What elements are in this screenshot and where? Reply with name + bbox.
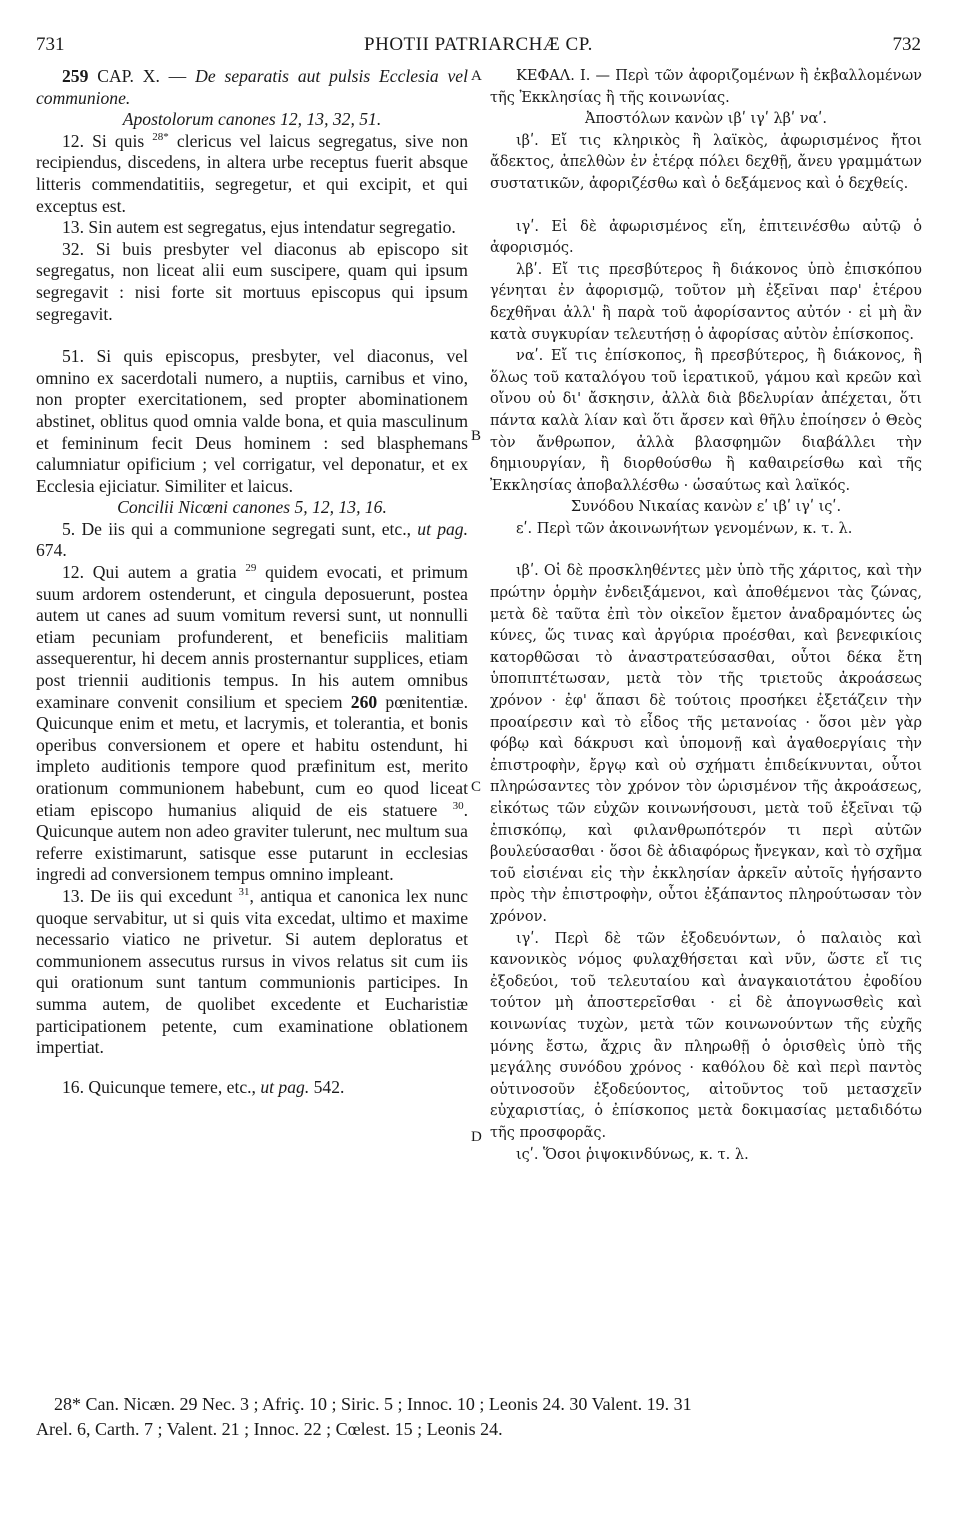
margin-letter-a: A	[471, 68, 482, 84]
latin-nicene-12: 12. Qui autem a gratia $^{29}$ quidem evocati, et primum suum ardorem ostenderunt, et cingula deposuerunt, postea autem ut canes ad suum vomitum reversi sunt, ut nonnulli etiam pecuniam profunderent, et beneficiis malitiam assequerentur, hi decem annis prosternantur supplices, etiam post triennii auditionis tempus. In his autem omnibus examinare convenit consilium et speciem 260 pœnitentiæ. Quicunque enim et metu, et lacrymis, et tolerantia, et bonis operibus conversionem et opere et habitu ostendunt, hi impleto auditionis tempore quod præfinitum est, merito orationum communionem habebunt, cum eo quod liceat etiam episcopo humanius aliquid de eis statuere $^{30}$. Quicunque autem non adeo graviter tulerunt, nec multum sua referre existimarunt, satisque esse putarunt in ecclesias ingredi ad conversionem tempus omnino impleant.	[36, 562, 468, 885]
latin-nicene-13: 13. De iis qui excedunt $^{31}$, antiqua et canonica lex nunc quoque servabitur, ut si quis vita excedat, ultimo et maxime necessario viatico ne privetur. Si autem deploratus et communionem assecutus rursus in vivos relatus sit cum iis qui orationum sunt tantum communionis participes. In summa autem, de quolibet excedente et Eucharistiæ participationem petente, cum examinatione oblationem impertiat.	[36, 885, 468, 1058]
greek-canon-13: ιγʹ. Εἰ δὲ ἀφωρισμένος εἴη, ἐπιτεινέσθω αὐτῷ ὁ ἀφορισμός.	[490, 218, 922, 257]
latin-canon-32: 32. Si buis presbyter vel diaconus ab episcopo sit segregatus, non liceat alii eum suscipere, quam qui ipsum segregavit : nisi forte sit mortuus episcopus qui ipsum segregavit.	[36, 238, 468, 324]
margin-letter-c: C	[471, 779, 482, 795]
right-page-number: 732	[892, 34, 921, 55]
margin-letter-b: B	[471, 428, 482, 444]
running-title: PHOTII PATRIARCHÆ CP.	[364, 34, 593, 55]
footnote-ref-28: 28*	[152, 130, 169, 143]
greek-column	[490, 66, 922, 1166]
latin-canon-13: 13. Sin autem est segregatus, ejus intendatur segregatio.	[62, 217, 456, 238]
greek-nicene-12: ιβʹ. Οἱ δὲ προσκληθέντες μὲν ὑπὸ τῆς χάριτος, καὶ τὴν πρώτην ὁρμὴν ἐνδειξάμενοι, καὶ ἀποθέμενοι τὰς ζώνας, μετὰ δὲ ταῦτα ἐπὶ τὸν οἰκεῖον ἔμετον ἀναδραμόντες ὡς κύνες, ὥς τινας καὶ ἀργύρια προέσθαι, καὶ βενεφικίοις κατορθῶσαι τὸ ἀναστρατεύσασθαι, οὗτοι δέκα ἔτη ὑποπιπτέτωσαν, μετὰ τὸν τῆς τριετοῦς ἀκροάσεως χρόνον · ἐφ' ἅπασι δὲ τούτοις προσήκει ἐξετάζειν τὴν προαίρεσιν καὶ τὸ εἶδος τῆς μετανοίας · ὅσοι μὲν γὰρ φόβῳ καὶ δάκρυσι καὶ ὑπομονῇ καὶ ἀγαθοεργίαις τὴν ἐπιστροφὴν, ἔργῳ καὶ οὐ σχήματι ἐπιδείκνυνται, οὗτοι πληρώσαντες τὸν χρόνον τὸν ὡρισμένον τῆς ἀκροάσεως, εἰκότως τῶν εὐχῶν κοινωνήσουσι, μετὰ τοῦ ἐξεῖναι τῷ ἐπισκόπῳ, καὶ φιλανθρωπότερόν τι περὶ αὐτῶν βουλεύσασθαι · ὅσοι δὲ ἀδιαφόρως ἤνεγκαν, καὶ τὸ σχῆμα τοῦ εἰσιέναι εἰς τὴν ἐκκλησίαν ἀρκεῖν αὐτοῖς ἡγήσαντο πρὸς τὴν ἐπιστροφὴν, οὗτοι ἐξάπαντος πληρούτωσαν τὸν χρόνον.	[490, 563, 922, 925]
greek-nicene-5: εʹ. Περὶ τῶν ἀκοινωνήτων γενομένων, κ. τ. λ.	[516, 520, 853, 537]
greek-canon-32: λβʹ. Εἴ τις πρεσβύτερος ἢ διάκονος ὑπὸ ἐπισκόπου γένηται ἐν ἀφορισμῷ, τοῦτον μὴ ἐξεῖναι παρ' ἑτέρου δεχθῆναι ἀλλ' ἢ παρὰ τοῦ ἀφορίσαντος αὐτόν · εἰ μὴ ἂν κατὰ συγκυρίαν τελευτήσῃ ὁ ἀφορίσας αὐτὸν ἐπίσκοπος.	[490, 261, 922, 343]
latin-nicene-16: 16. Quicunque temere, etc., ut pag. 542.	[62, 1076, 345, 1097]
chapter-heading-greek: ΚΕΦΑΛ. Ι. — Περὶ τῶν ἀφοριζομένων ἢ ἐκβαλλομένων τῆς Ἐκκλησίας ἢ τῆς κοινωνίας.	[490, 68, 922, 106]
latin-canon-51: 51. Si quis episcopus, presbyter, vel diaconus, vel omnino ex sacerdotali numero, a nuptiis, carnibus et vino, non propter exercitationem, sed propter abominationem abstinet, oblitus quod omnia valde bona, et quia masculinum et femininum fecit Deus hominem : sed blasphemans calumniatur opificium ; vel corrigatur, vel deponatur, et ex Ecclesia ejiciatur. Similiter et laicus.	[36, 346, 468, 496]
nicene-canons-heading: Concilii Nicœni canones 5, 12, 13, 16.	[117, 497, 387, 518]
greek-nicene-heading: Συνόδου Νικαίας κανὼν εʹ ιβʹ ιγʹ ιςʹ.	[570, 499, 842, 516]
latin-nicene-5: 5. De iis qui a communione segregati sunt, etc., ut pag. 674.	[36, 518, 469, 561]
apostolic-canons-heading: Apostolorum canones 12, 13, 32, 51.	[122, 109, 382, 130]
greek-apostolic-heading: Ἀποστόλων κανὼν ιβʹ ιγʹ λβʹ ναʹ.	[585, 111, 827, 128]
column-number-260: 260	[350, 691, 378, 712]
footnote-line-2: Arel. 6, Carth. 7 ; Valent. 21 ; Innoc. 22 ; Cœlest. 15 ; Leonis 24.	[36, 1419, 503, 1439]
greek-canon-51: ναʹ. Εἴ τις ἐπίσκοπος, ἢ πρεσβύτερος, ἢ διάκονος, ἢ ὅλως τοῦ καταλόγου τοῦ ἱερατικοῦ, γάμου καὶ κρεῶν καὶ οἴνου οὐ δι' ἄσκησιν, ἀλλὰ διὰ βδελυρίαν ἀπέχεται, ὅτι πάντα καλὰ λίαν καὶ ὅτι ἄρσεν καὶ θῆλυ ἐποίησεν ὁ Θεὸς τὸν ἄνθρωπον, ἀλλὰ βλασφημῶν διαβάλλει τὴν δημιουργίαν, ἢ διορθούσθω ἢ καθαιρείσθω καὶ τῆς Ἐκκλησίας ἀποβαλλέσθω · ὡσαύτως καὶ λαϊκός.	[490, 348, 922, 494]
chapter-heading-latin: 259 CAP. X. — De separatis aut pulsis Ecclesia vel communione.	[36, 66, 468, 108]
footnote-ref-29: 29	[245, 562, 257, 575]
footnote-line-1: 28* Can. Nicæn. 29 Nec. 3 ; Afriç. 10 ; Siric. 5 ; Innoc. 10 ; Leonis 24. 30 Valent. 19. 31	[54, 1394, 692, 1414]
greek-nicene-16: ιςʹ. Ὅσοι ῥιψοκινδύνως, κ. τ. λ.	[516, 1146, 749, 1163]
latin-column	[36, 66, 468, 1098]
page-header	[36, 34, 921, 60]
footnote-ref-31: 31	[238, 886, 250, 899]
greek-nicene-13: ιγʹ. Περὶ δὲ τῶν ἐξοδευόντων, ὁ παλαιὸς καὶ κανονικὸς νόμος φυλαχθήσεται καὶ νῦν, ὥστε εἴ τις ἐξοδεύοι, τοῦ τελευταίου καὶ ἀναγκαιοτάτου ἐφοδίου τούτον μὴ ἀποστερεῖσθαι · εἰ δὲ ἀπογνωσθεὶς καὶ κοινωνίας τυχὼν, μετὰ τῶν κοινωνούντων τῆς εὐχῆς μόνης ἔστω, ἄχρις ἂν πληρωθῇ ὁ ὁρισθεὶς ὑπὸ τῆς μεγάλης συνόδου χρόνος · καθόλου δὲ καὶ περὶ παντὸς οὑτινοσοῦν ἐξοδεύοντος, αἰτοῦντος τοῦ μετασχεῖν εὐχαριστίας, ὁ ἐπίσκοπος μετὰ δοκιμασίας μεταδιδότω τῆς προσφορᾶς.	[490, 930, 922, 1141]
latin-canon-12: 12. Si quis $^{28*}$ clericus vel laicus segregatus, sive non recipiendus, discedens, in altera urbe receptus fuerit absque litteris commendatitiis, segregetur, et qui excipit, et qui exceptus est.	[36, 130, 468, 216]
left-page-number: 731	[36, 34, 65, 55]
footnotes	[36, 1392, 921, 1442]
greek-canon-12: ιβʹ. Εἴ τις κληρικὸς ἢ λαϊκὸς, ἀφωρισμένος ἤτοι ἄδεκτος, ἀπελθὼν ἐν ἑτέρᾳ πόλει δεχθῇ, ἄνευ γραμμάτων συστατικῶν, ἀφοριζέσθω καὶ ὁ δεξάμενος καὶ ὁ δεχθείς.	[490, 132, 922, 192]
footnote-ref-30: 30	[452, 799, 464, 812]
margin-letter-d: D	[471, 1129, 482, 1145]
